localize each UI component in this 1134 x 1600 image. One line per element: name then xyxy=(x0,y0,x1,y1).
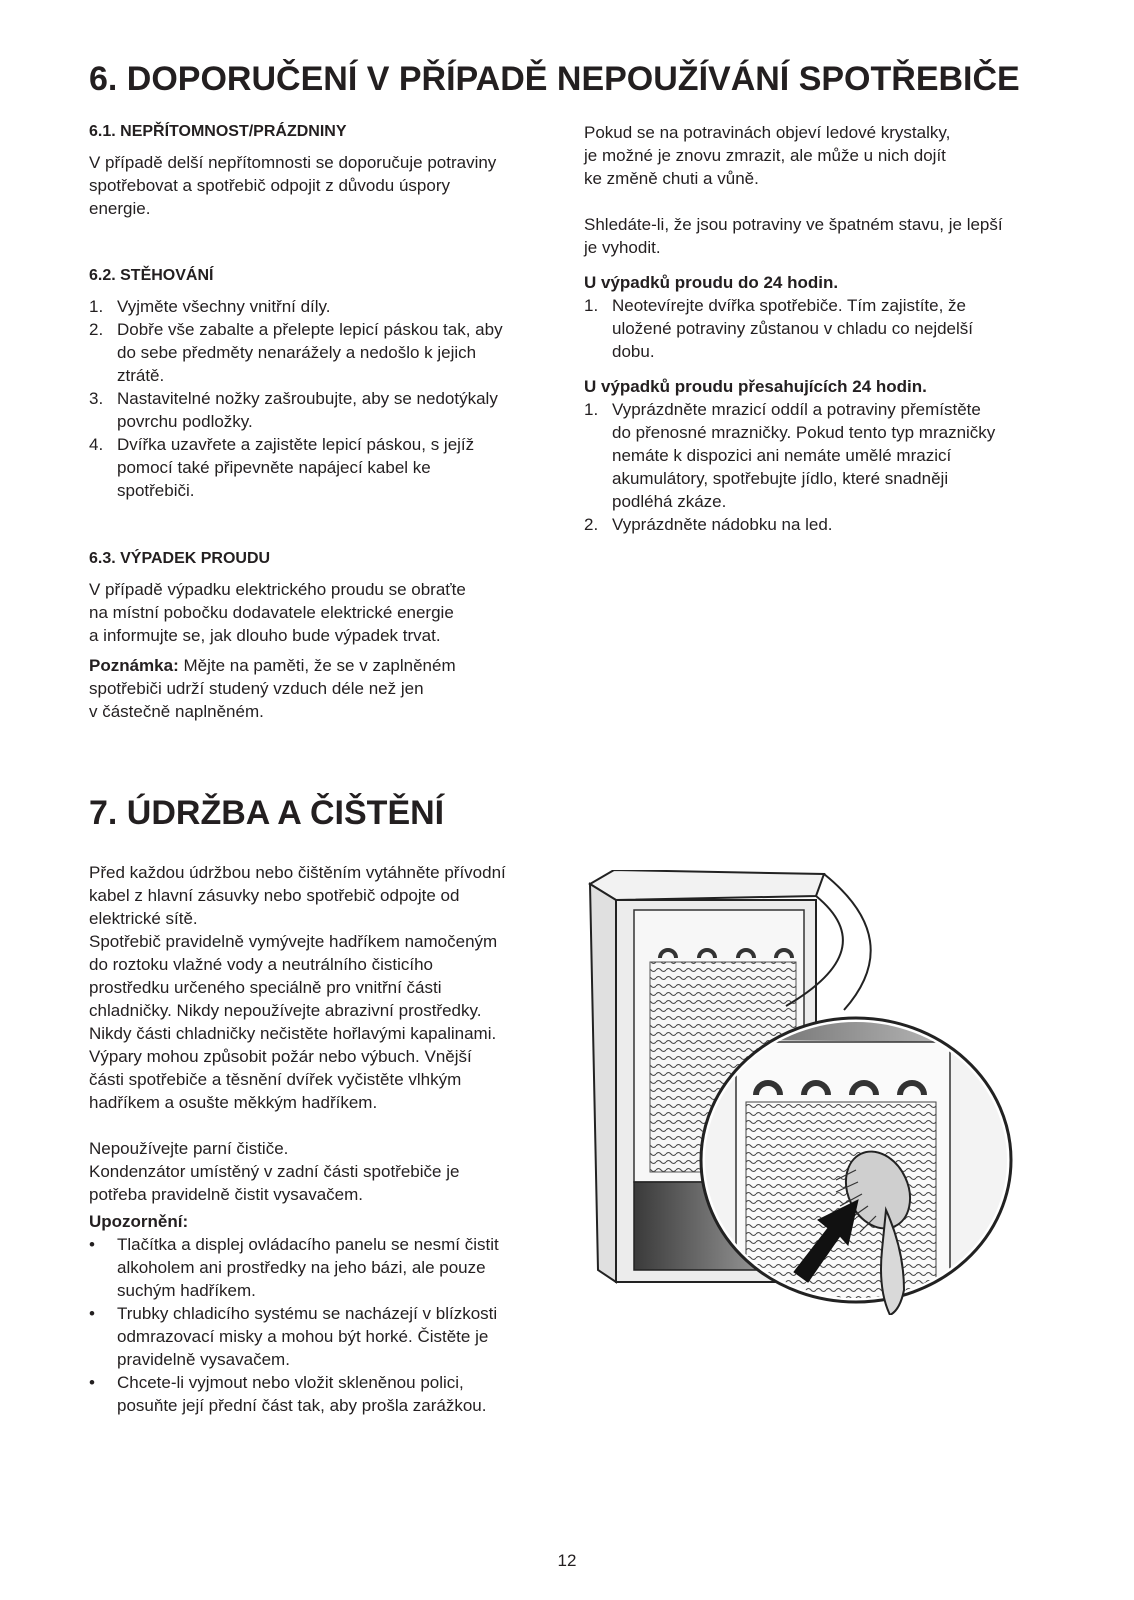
section-6-1-title: 6.1. NEPŘÍTOMNOST/PRÁZDNINY xyxy=(89,123,347,140)
text-line: V případě delší nepřítomnosti se doporučuje potraviny xyxy=(89,153,497,172)
text-line: Nepoužívejte parní čističe. xyxy=(89,1139,289,1158)
text-line: alkoholem ani prostředky na jeho bázi, ale pouze xyxy=(117,1258,486,1277)
outage-under-24h-heading: U výpadků proudu do 24 hodin. xyxy=(584,273,839,292)
text-line: nemáte k dispozici ani nemáte umělé mrazicí xyxy=(612,446,952,465)
text-line: akumulátory, spotřebujte jídlo, které snadněji xyxy=(612,469,949,488)
warning-label: Upozornění: xyxy=(89,1212,189,1231)
steam-condenser-paragraph xyxy=(89,1137,559,1206)
item-number: 3. xyxy=(89,389,104,408)
text-line: suchým hadříkem. xyxy=(117,1281,256,1300)
item-number: 2. xyxy=(89,320,104,339)
text-line: prostředku určeného speciálně pro vnitřní části xyxy=(89,978,442,997)
list-item xyxy=(584,513,1054,536)
text-line: pravidelně vysavačem. xyxy=(117,1350,290,1369)
list-item xyxy=(89,1302,559,1371)
text-line: uložené potraviny zůstanou v chladu co nejdelší xyxy=(612,319,974,338)
item-number: 1. xyxy=(89,297,104,316)
note-paragraph xyxy=(89,654,549,723)
item-number: 4. xyxy=(89,435,104,454)
text-line: do přenosné mrazničky. Pokud tento typ mrazničky xyxy=(612,423,996,442)
list-item xyxy=(89,1233,559,1302)
text-line: Neotevírejte dvířka spotřebiče. Tím zajistíte, že xyxy=(612,296,966,315)
note-label: Poznámka: xyxy=(89,656,179,675)
section-6-3-title: 6.3. VÝPADEK PROUDU xyxy=(89,550,271,567)
item-number: 2. xyxy=(584,515,599,534)
text-line: v částečně naplněném. xyxy=(89,702,264,721)
text-line: spotřebiči. xyxy=(117,481,195,500)
list-item xyxy=(89,295,549,318)
text-line: do roztoku vlažné vody a neutrálního čisticího xyxy=(89,955,433,974)
moving-steps-list xyxy=(89,295,549,502)
text-line: Shledáte-li, že jsou potraviny ve špatném stavu, je lepší xyxy=(584,215,1003,234)
page-number: 12 xyxy=(557,1551,577,1570)
text-line: hadříkem a osušte měkkým hadříkem. xyxy=(89,1093,378,1112)
text-line: Nastavitelné nožky zašroubujte, aby se nedotýkaly xyxy=(117,389,498,408)
outage-over-24h-list xyxy=(584,398,1054,536)
refrigerator-condenser-cleaning-illustration xyxy=(586,870,1056,1315)
spoiled-food-paragraph xyxy=(584,213,1054,259)
text-line: dobu. xyxy=(612,342,655,361)
text-line: pomocí také připevněte napájecí kabel ke xyxy=(117,458,431,477)
list-item xyxy=(89,318,549,387)
outage-under-24h-list xyxy=(584,294,1054,363)
list-item xyxy=(584,398,1054,513)
outage-over-24h-heading: U výpadků proudu přesahujících 24 hodin. xyxy=(584,377,927,396)
text-line: Tlačítka a displej ovládacího panelu se nesmí čistit xyxy=(117,1235,499,1254)
list-item xyxy=(89,433,549,502)
text-line: povrchu podložky. xyxy=(117,412,253,431)
text-line: do sebe předměty nenarážely a nedošlo k jejich xyxy=(117,343,477,362)
bullet: • xyxy=(89,1304,95,1323)
text-line: ztrátě. xyxy=(117,366,165,385)
section-6-heading: 6. DOPORUČENÍ V PŘÍPADĚ NEPOUŽÍVÁNÍ SPOTŘEBIČE xyxy=(89,60,1020,98)
text-line: posuňte její přední část tak, aby prošla zarážkou. xyxy=(117,1396,487,1415)
text-line: části spotřebiče a těsnění dvířek vyčistěte vlhkým xyxy=(89,1070,462,1089)
text-line: Pokud se na potravinách objeví ledové krystalky, xyxy=(584,123,951,142)
text-line: Dvířka uzavřete a zajistěte lepicí páskou, s jejíž xyxy=(117,435,475,454)
text-line: Výpary mohou způsobit požár nebo výbuch. Vnější xyxy=(89,1047,472,1066)
item-number: 1. xyxy=(584,400,599,419)
list-item xyxy=(89,1371,559,1417)
text-line: Chcete-li vyjmout nebo vložit skleněnou polici, xyxy=(117,1373,464,1392)
ice-crystals-paragraph xyxy=(584,121,1054,190)
text-line: kabel z hlavní zásuvky nebo spotřebič odpojte od xyxy=(89,886,460,905)
maintenance-paragraph xyxy=(89,861,559,1114)
section-7-heading: 7. ÚDRŽBA A ČIŠTĚNÍ xyxy=(89,794,445,832)
text-line: Vyprázdněte mrazicí oddíl a potraviny přemístěte xyxy=(612,400,981,419)
text-line: na místní pobočku dodavatele elektrické energie xyxy=(89,603,454,622)
list-item xyxy=(584,294,1054,363)
section-6-left-column xyxy=(89,121,549,723)
text-line: spotřebiči udrží studený vzduch déle než jen xyxy=(89,679,424,698)
text-line: podléhá zkáze. xyxy=(612,492,727,511)
section-6-2-title: 6.2. STĚHOVÁNÍ xyxy=(89,267,214,284)
text-line: je možné je znovu zmrazit, ale může u nich dojít xyxy=(584,146,946,165)
list-item xyxy=(89,387,549,433)
note-text: Mějte na paměti, že se v zaplněném xyxy=(178,656,456,675)
text-line: chladničky. Nikdy nepoužívejte abrazivní prostředky. xyxy=(89,1001,482,1020)
text-line: energie. xyxy=(89,199,151,218)
text-line: V případě výpadku elektrického proudu se obraťte xyxy=(89,580,466,599)
text-line: Dobře vše zabalte a přelepte lepicí páskou tak, aby xyxy=(117,320,503,339)
text-line: Vyprázdněte nádobku na led. xyxy=(612,515,833,534)
section-6-3-text xyxy=(89,578,549,647)
section-6-right-column xyxy=(584,121,1054,536)
text-line: Spotřebič pravidelně vymývejte hadříkem namočeným xyxy=(89,932,498,951)
bullet: • xyxy=(89,1235,95,1254)
bullet: • xyxy=(89,1373,95,1392)
text-line: elektrické sítě. xyxy=(89,909,198,928)
text-line: spotřebovat a spotřebič odpojit z důvodu úspory xyxy=(89,176,451,195)
text-line: Kondenzátor umístěný v zadní části spotřebiče je xyxy=(89,1162,460,1181)
text-line: Před každou údržbou nebo čištěním vytáhněte přívodní xyxy=(89,863,506,882)
text-line: potřeba pravidelně čistit vysavačem. xyxy=(89,1185,364,1204)
text-line xyxy=(89,654,549,677)
text-line: ke změně chuti a vůně. xyxy=(584,169,759,188)
text-line: Vyjměte všechny vnitřní díly. xyxy=(117,297,331,316)
text-line: Nikdy části chladničky nečistěte hořlavými kapalinami. xyxy=(89,1024,497,1043)
text-line: odmrazovací misky a mohou být horké. Čistěte je xyxy=(117,1327,489,1346)
text-line: je vyhodit. xyxy=(584,238,661,257)
warning-bullets-list xyxy=(89,1233,559,1417)
section-6-1-text xyxy=(89,151,549,220)
section-7-column xyxy=(89,861,559,1417)
text-line: a informujte se, jak dlouho bude výpadek trvat. xyxy=(89,626,441,645)
item-number: 1. xyxy=(584,296,599,315)
text-line: Trubky chladicího systému se nacházejí v blízkosti xyxy=(117,1304,498,1323)
